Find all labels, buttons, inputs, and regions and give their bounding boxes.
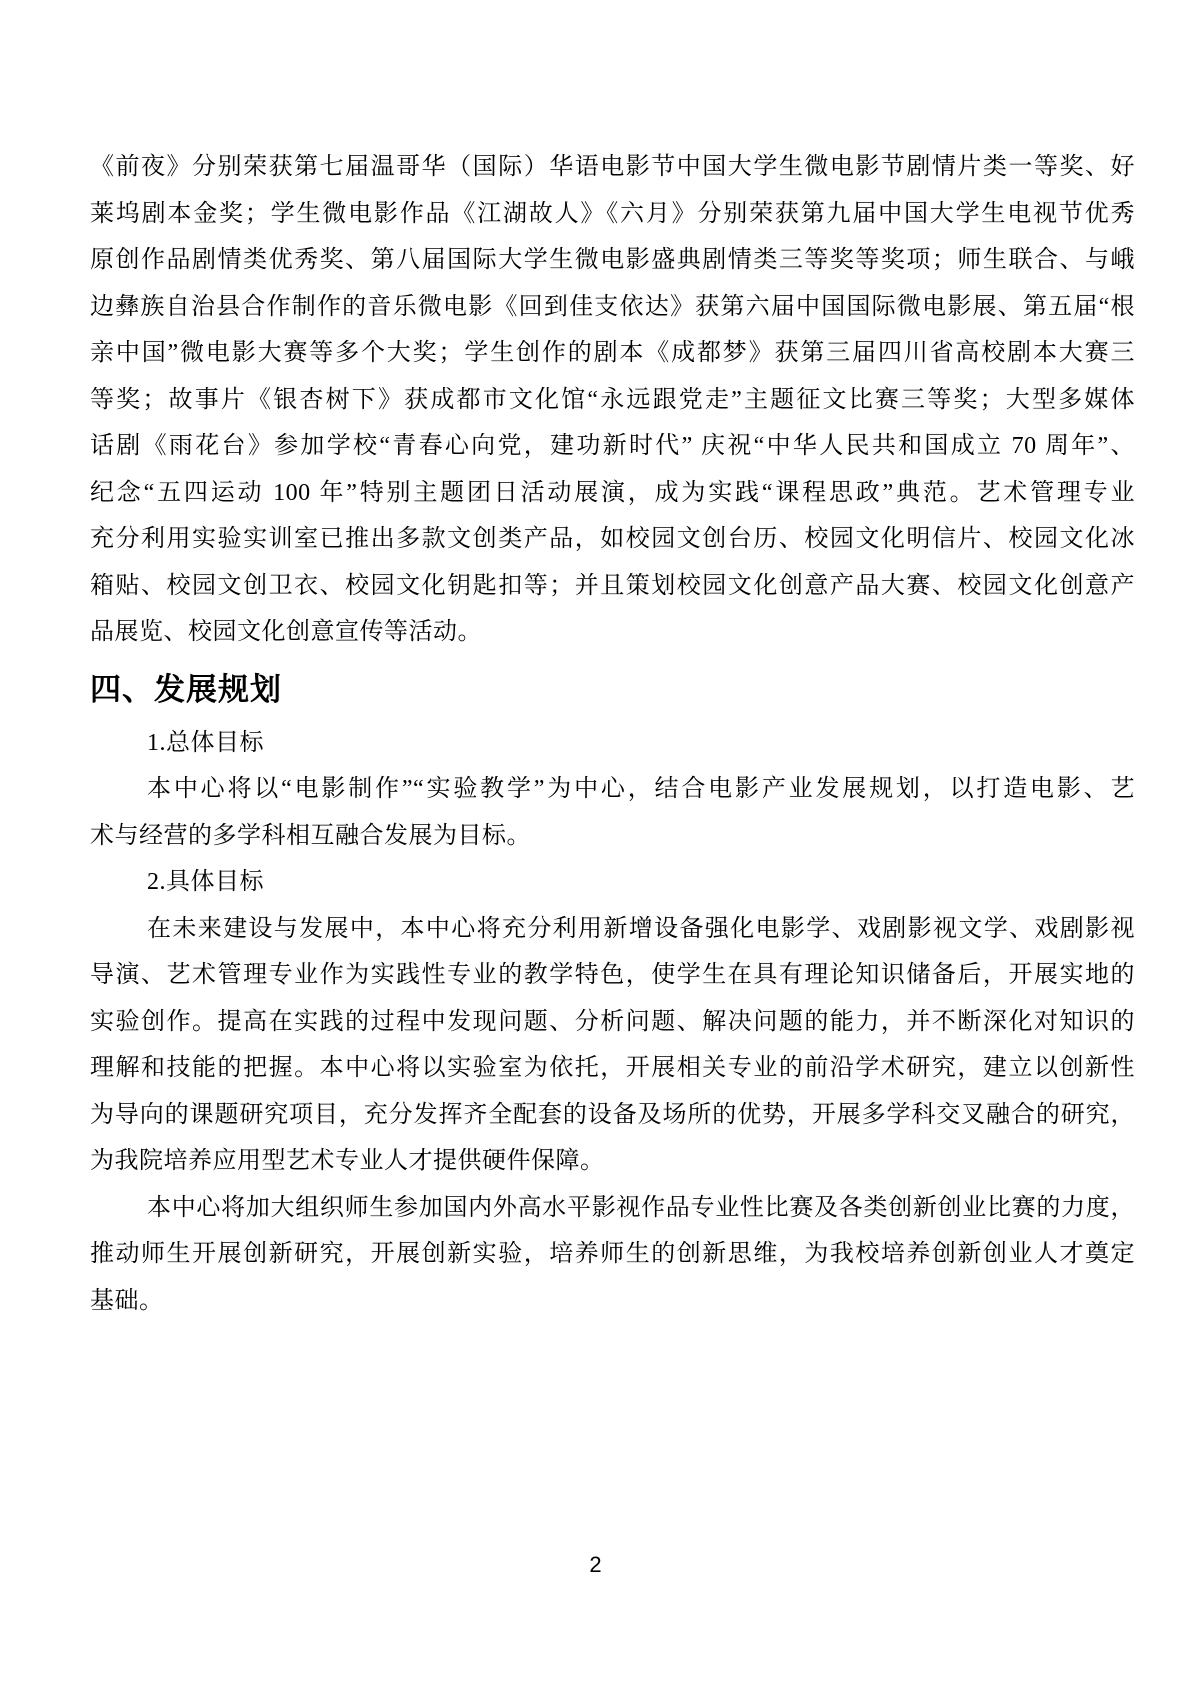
text-line: 术与经营的多学科相互融合发展为目标。 xyxy=(90,822,531,849)
text-line: 在未来建设与发展中，本中心将充分利用新增设备强化电影学、戏剧影视文学、戏剧影视 xyxy=(147,915,1135,942)
subsection-title: 1.总体目标 xyxy=(147,729,264,756)
text-line: 为导向的课题研究项目，充分发挥齐全配套的设备及场所的优势，开展多学科交叉融合的研究， xyxy=(90,1101,1135,1128)
subsection-title: 2.具体目标 xyxy=(147,869,264,895)
text-line: 亲中国”微电影大赛等多个大奖；学生创作的剧本《成都梦》获第三届四川省高校剧本大赛三 xyxy=(90,340,1135,366)
text-line: 为我院培养应用型艺术专业人才提供硬件保障。 xyxy=(90,1148,605,1174)
paragraph-continued xyxy=(90,144,1135,656)
text-line: 《前夜》分别荣获第七届温哥华（国际）华语电影节中国大学生微电影节剧情片类一等奖、好 xyxy=(90,154,1135,180)
text-line: 推动师生开展创新研究，开展创新实验，培养师生的创新思维，为我校培养创新创业人才奠定 xyxy=(90,1241,1135,1267)
text-line: 导演、艺术管理专业作为实践性专业的教学特色，使学生在具有理论知识储备后，开展实地的 xyxy=(90,962,1135,988)
text-line: 基础。 xyxy=(90,1287,164,1314)
text-line: 理解和技能的把握。本中心将以实验室为依托，开展相关专业的前沿学术研究，建立以创新性 xyxy=(90,1055,1135,1081)
text-line: 箱贴、校园文创卫衣、校园文化钥匙扣等；并且策划校园文化创意产品大赛、校园文化创意产 xyxy=(90,572,1135,599)
text-line: 本中心将以“电影制作”“实验教学”为中心，结合电影产业发展规划，以打造电影、艺 xyxy=(147,776,1135,802)
page-number: 2 xyxy=(589,1552,602,1577)
text-line: 实验创作。提高在实践的过程中发现问题、分析问题、解决问题的能力，并不断深化对知识的 xyxy=(90,1008,1135,1035)
text-line: 莱坞剧本金奖；学生微电影作品《江湖故人》《六月》分别荣获第九届中国大学生电视节优秀 xyxy=(90,200,1135,227)
text-line: 纪念“五四运动 100 年”特别主题团日活动展演，成为实践“课程思政”典范。艺术管理专业 xyxy=(90,479,1135,506)
paragraph xyxy=(90,766,1135,859)
text-line: 充分利用实验实训室已推出多款文创类产品，如校园文创台历、校园文化明信片、校园文化冰 xyxy=(90,526,1135,552)
section-heading: 四、发展规划 xyxy=(90,671,282,707)
text-line: 边彝族自治县合作制作的音乐微电影《回到佳支依达》获第六届中国国际微电影展、第五届“根 xyxy=(90,293,1135,320)
paragraph xyxy=(90,906,1135,1185)
text-line: 本中心将加大组织师生参加国内外高水平影视作品专业性比赛及各类创新创业比赛的力度， xyxy=(147,1194,1135,1221)
text-line: 品展览、校园文化创意宣传等活动。 xyxy=(90,619,482,645)
text-line: 等奖；故事片《银杏树下》获成都市文化馆“永远跟党走”主题征文比赛三等奖；大型多媒体 xyxy=(90,386,1135,413)
paragraph xyxy=(90,1185,1135,1325)
text-line: 话剧《雨花台》参加学校“青春心向党，建功新时代” 庆祝“中华人民共和国成立 70 周年”、 xyxy=(90,433,1135,459)
text-line: 原创作品剧情类优秀奖、第八届国际大学生微电影盛典剧情类三等奖等奖项；师生联合、与峨 xyxy=(90,247,1135,273)
